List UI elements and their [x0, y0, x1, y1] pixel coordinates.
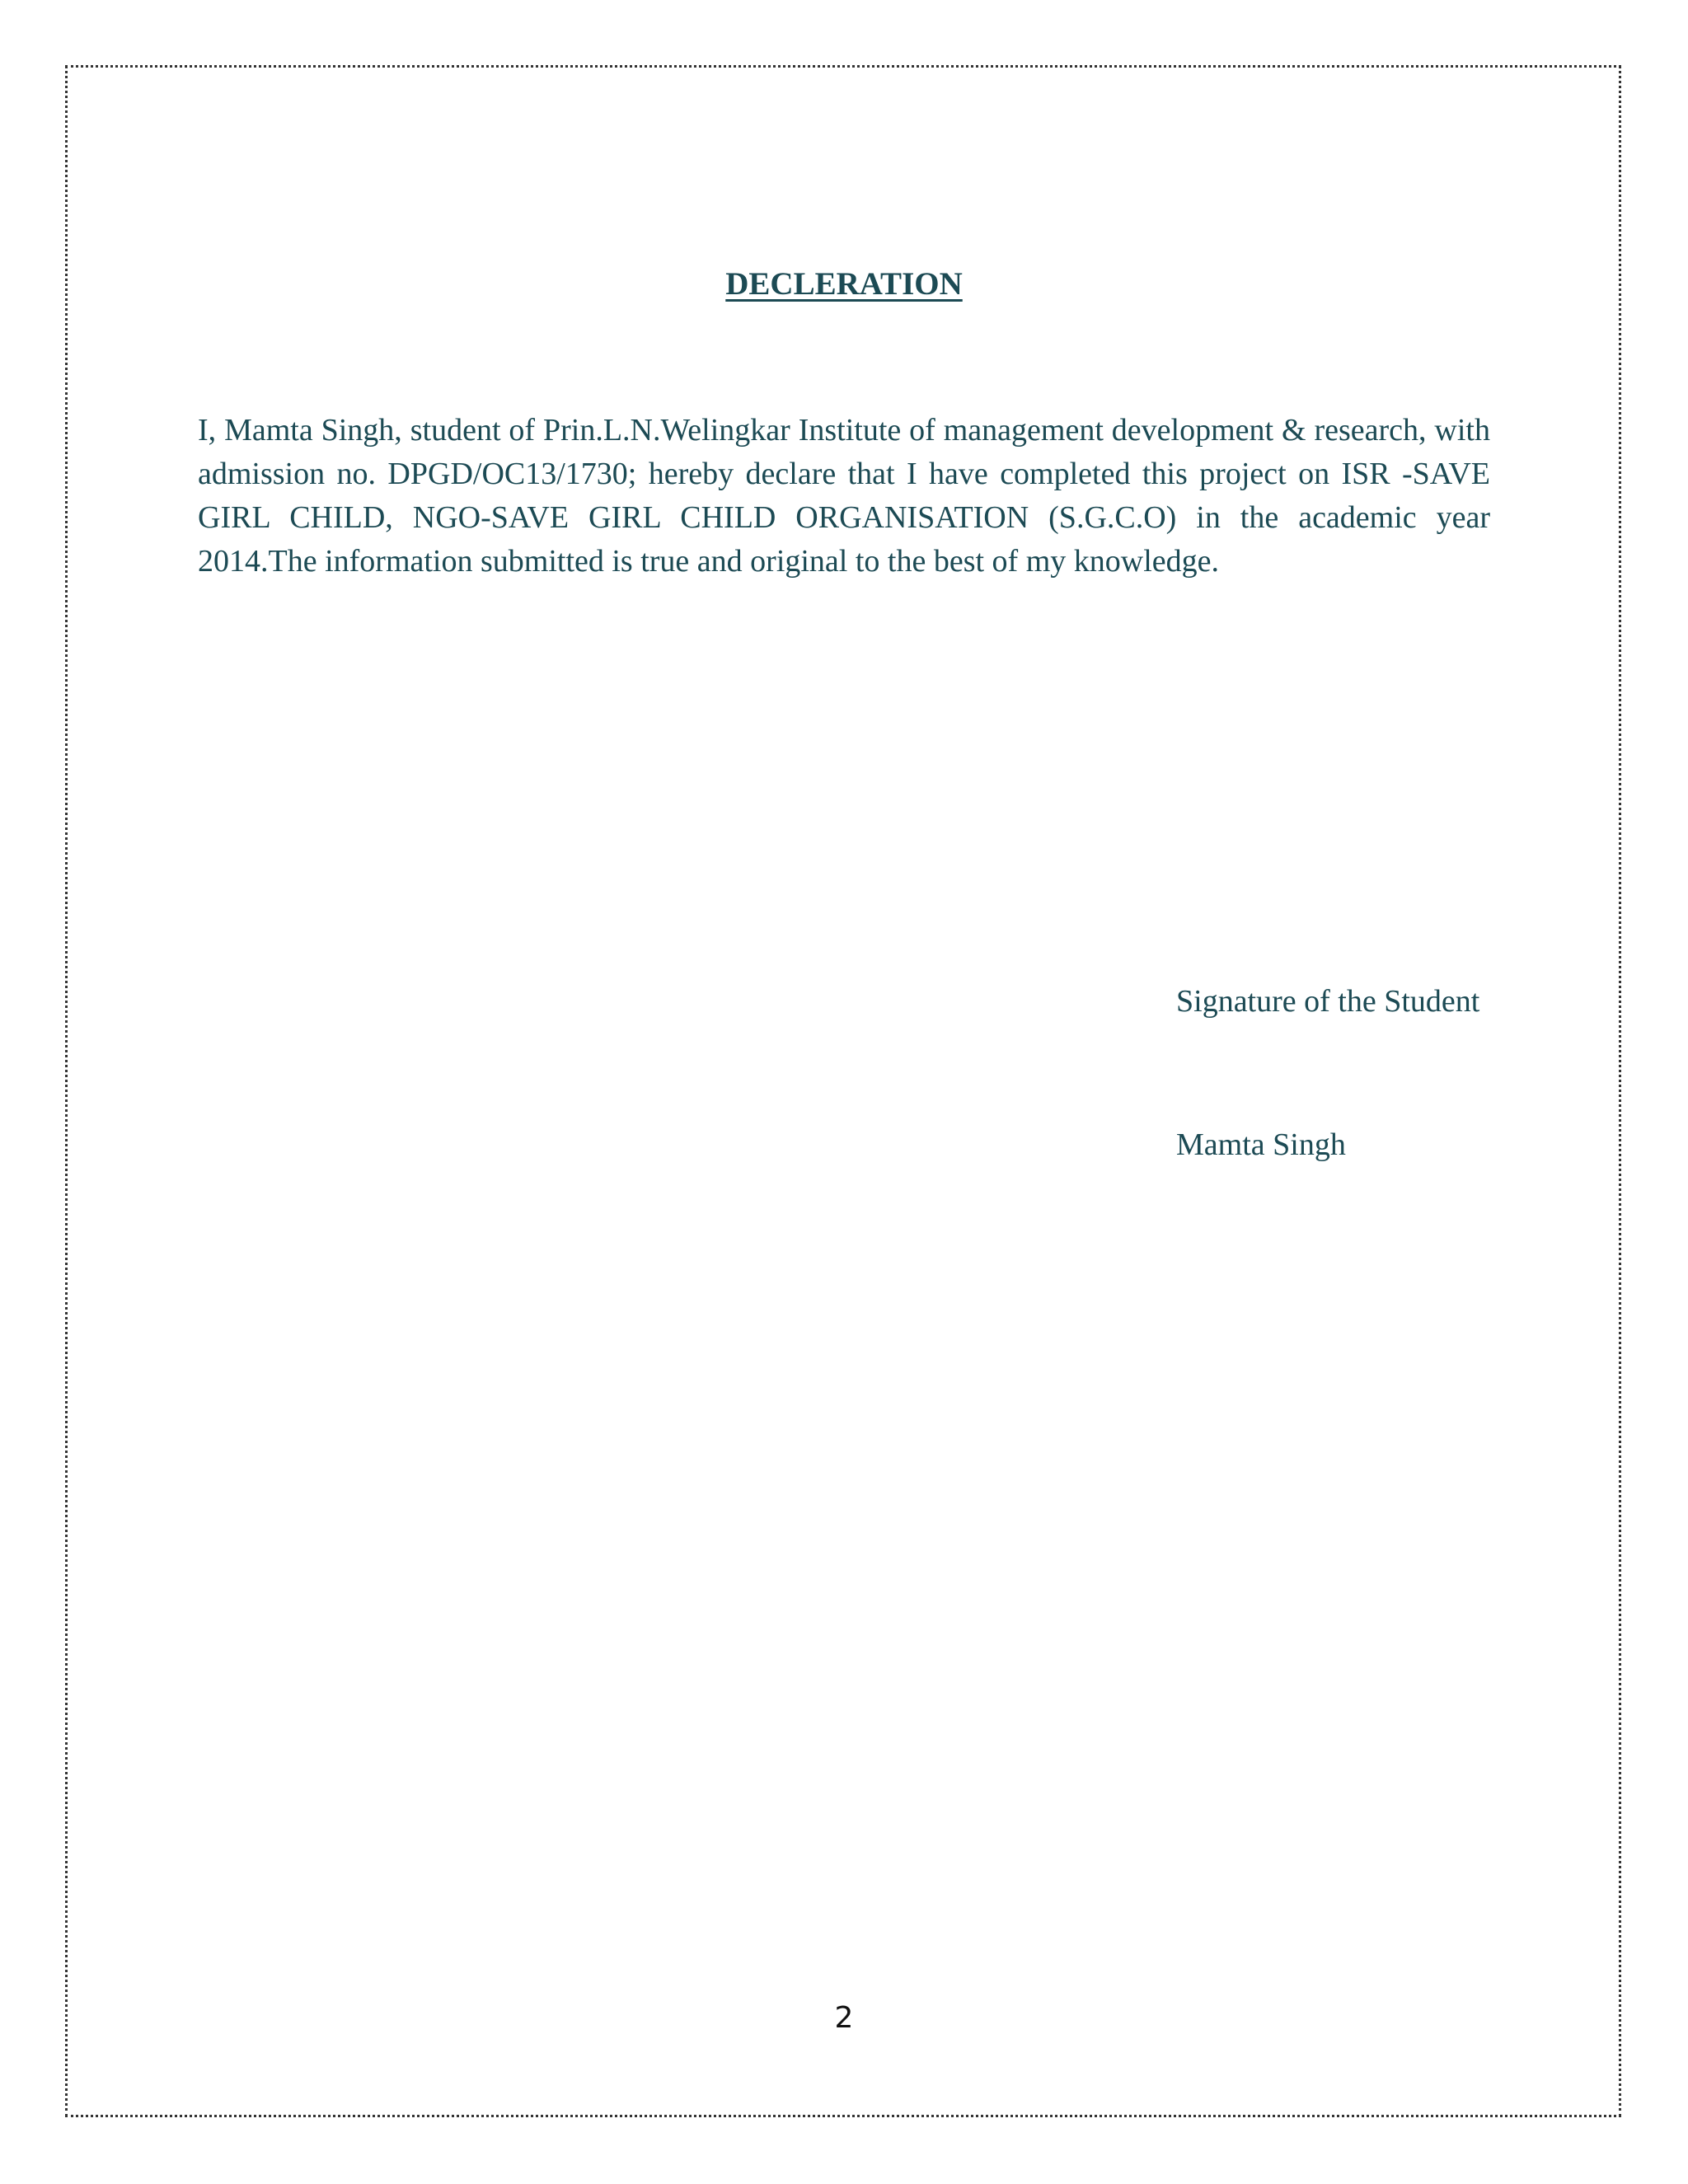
document-title-text: DECLERATION — [725, 266, 963, 302]
declaration-paragraph: I, Mamta Singh, student of Prin.L.N.Welingkar Institute of management development & research, with admission no. DPGD/OC13/1730; hereby declare that I have completed this project on ISR -SAVE GIRL CHILD, NGO-SAVE GIRL CHILD ORGANISATION (S.G.C.O) in the academic year 2014.The information submitted is true and original to the best of my knowledge. — [198, 413, 1490, 579]
student-name: Mamta Singh — [1176, 1127, 1346, 1162]
page-border — [65, 65, 1621, 2117]
page-number: 2 — [834, 2001, 854, 2035]
signature-label: Signature of the Student — [1176, 984, 1480, 1019]
document-title — [198, 265, 1490, 302]
